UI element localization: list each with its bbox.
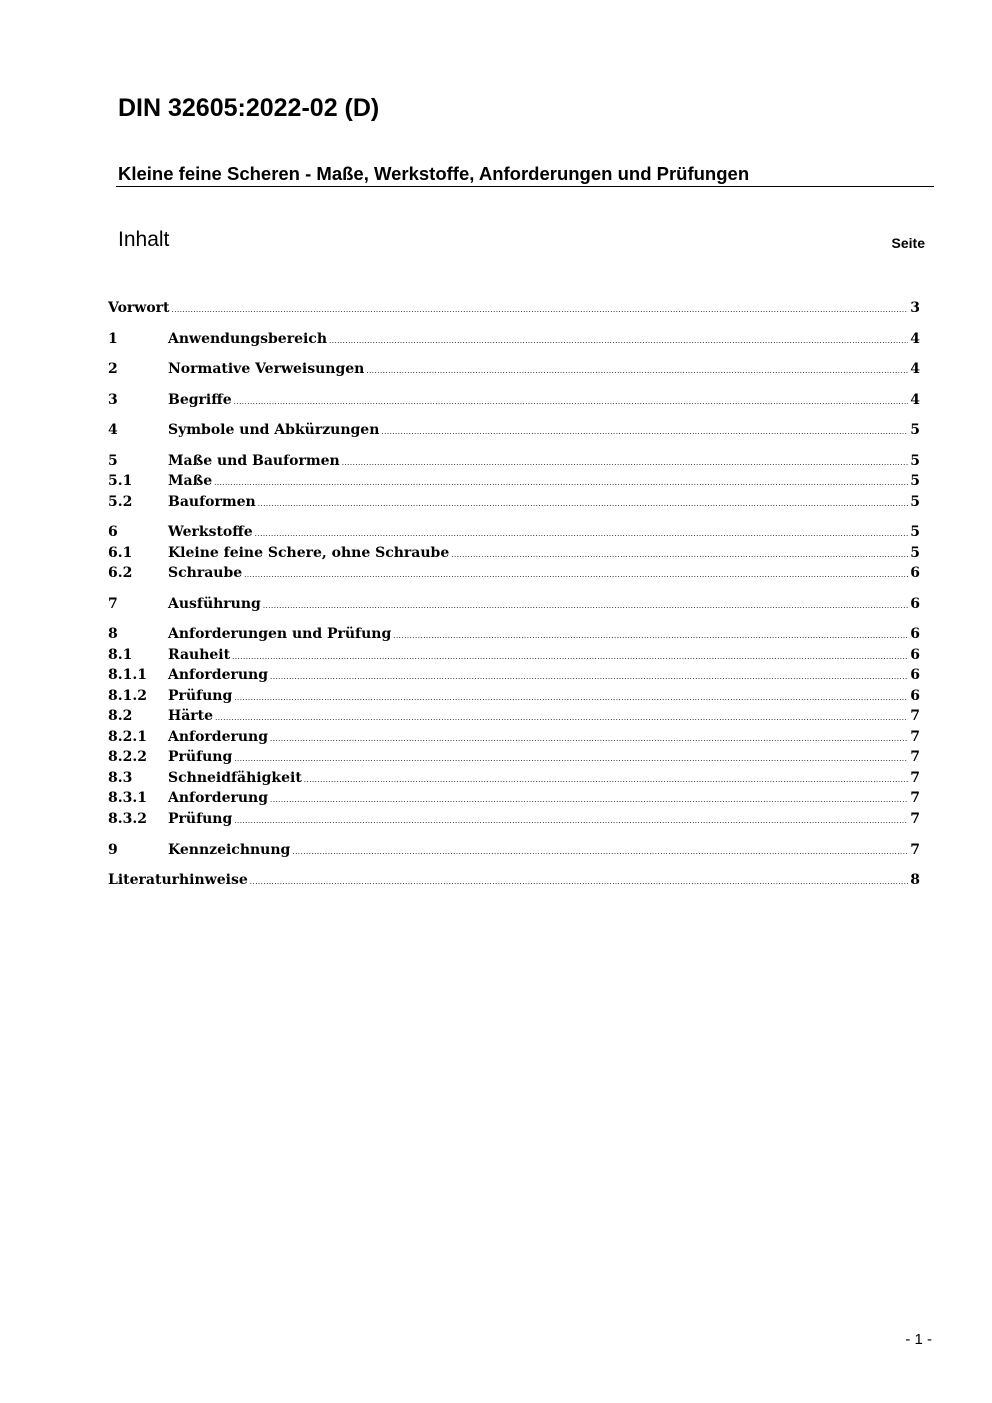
toc-dot-leader <box>292 842 908 862</box>
toc-entry-title: Schneidfähigkeit <box>168 770 302 786</box>
toc-entry-page: 5 <box>910 524 920 540</box>
toc-entry-page: 6 <box>910 688 920 704</box>
toc-entry-number: 8.3 <box>108 770 133 786</box>
toc-entry-title: Symbole und Abkürzungen <box>168 422 380 438</box>
toc-entry-number: 5.2 <box>108 494 133 510</box>
toc-entry-number: 8.2.2 <box>108 749 147 765</box>
toc-entry-page: 5 <box>910 494 920 510</box>
toc-entry-title: Bauformen <box>168 494 256 510</box>
toc-entry-title: Rauheit <box>168 647 231 663</box>
toc-entry[interactable] <box>108 727 920 747</box>
toc-dot-leader <box>250 872 909 892</box>
toc-entry-title: Literaturhinweise <box>108 872 248 888</box>
toc-entry[interactable] <box>108 870 920 890</box>
toc-dot-leader <box>451 545 908 565</box>
toc-entry-title: Werkstoffe <box>168 524 253 540</box>
toc-dot-leader <box>214 473 908 493</box>
toc-dot-leader <box>270 729 908 749</box>
toc-dot-leader <box>381 422 908 442</box>
toc-entry[interactable] <box>108 768 920 788</box>
toc-entry-page: 3 <box>910 300 920 316</box>
toc-entry-page: 5 <box>910 453 920 469</box>
toc-entry-title: Anforderungen und Prüfung <box>168 626 392 642</box>
toc-dot-leader <box>366 361 908 381</box>
toc-dot-leader <box>215 708 908 728</box>
toc-entry-number: 8.3.1 <box>108 790 147 806</box>
toc-entry-number: 8.1.1 <box>108 667 147 683</box>
toc-entry-title: Vorwort <box>108 300 170 316</box>
toc-entry-page: 4 <box>910 331 920 347</box>
toc-entry-title: Prüfung <box>168 811 233 827</box>
page-number: - 1 - <box>905 1331 932 1348</box>
toc-entry-number: 2 <box>108 361 118 377</box>
toc-entry-page: 4 <box>910 361 920 377</box>
toc-entry-number: 8.2 <box>108 708 133 724</box>
document-subtitle: Kleine feine Scheren - Maße, Werkstoffe, Anforderungen und Prüfungen <box>118 163 750 184</box>
toc-entry-title: Normative Verweisungen <box>168 361 365 377</box>
toc-entry-number: 3 <box>108 392 118 408</box>
toc-entry-page: 7 <box>910 811 920 827</box>
toc-dot-leader <box>234 392 909 412</box>
page-column-label: Seite <box>891 235 925 251</box>
toc-entry[interactable] <box>108 809 920 829</box>
toc-entry[interactable] <box>108 624 920 644</box>
toc-entry[interactable] <box>108 522 920 542</box>
toc-entry-page: 7 <box>910 790 920 806</box>
toc-entry-title: Anforderung <box>168 790 268 806</box>
toc-dot-leader <box>234 749 908 769</box>
toc-dot-leader <box>329 331 908 351</box>
toc-dot-leader <box>234 688 908 708</box>
toc-entry[interactable] <box>108 747 920 767</box>
toc-entry[interactable] <box>108 390 920 410</box>
toc-entry-number: 6.2 <box>108 565 133 581</box>
subtitle-divider <box>116 186 934 187</box>
toc-entry[interactable] <box>108 594 920 614</box>
toc-entry[interactable] <box>108 788 920 808</box>
toc-entry-page: 5 <box>910 422 920 438</box>
toc-entry-title: Schraube <box>168 565 243 581</box>
toc-entry-number: 8.3.2 <box>108 811 147 827</box>
toc-entry-number: 6.1 <box>108 545 133 561</box>
toc-entry-number: 5 <box>108 453 118 469</box>
toc-dot-leader <box>172 300 909 320</box>
toc-entry[interactable] <box>108 840 920 860</box>
toc-entry-title: Kennzeichnung <box>168 842 291 858</box>
toc-entry-page: 7 <box>910 842 920 858</box>
toc-entry[interactable] <box>108 645 920 665</box>
toc-entry[interactable] <box>108 329 920 349</box>
toc-entry-page: 4 <box>910 392 920 408</box>
toc-entry-title: Anwendungsbereich <box>168 331 327 347</box>
toc-entry[interactable] <box>108 451 920 471</box>
toc-entry-title: Anforderung <box>168 729 268 745</box>
toc-entry[interactable] <box>108 563 920 583</box>
toc-entry-number: 5.1 <box>108 473 133 489</box>
toc-entry-page: 6 <box>910 565 920 581</box>
toc-dot-leader <box>393 626 908 646</box>
toc-entry[interactable] <box>108 686 920 706</box>
toc-entry[interactable] <box>108 543 920 563</box>
toc-entry-title: Anforderung <box>168 667 268 683</box>
toc-entry-title: Kleine feine Schere, ohne Schraube <box>168 545 450 561</box>
toc-entry-number: 8.1 <box>108 647 133 663</box>
toc-entry-title: Maße <box>168 473 213 489</box>
toc-entry[interactable] <box>108 298 920 318</box>
toc-entry-number: 1 <box>108 331 118 347</box>
toc-heading: Inhalt <box>118 228 170 251</box>
toc-entry-title: Ausführung <box>168 596 261 612</box>
toc-dot-leader <box>258 494 909 514</box>
toc-dot-leader <box>263 596 908 616</box>
toc-entry-number: 9 <box>108 842 118 858</box>
toc-dot-leader <box>232 647 908 667</box>
toc-dot-leader <box>270 790 908 810</box>
toc-entry-page: 7 <box>910 708 920 724</box>
toc-entry-page: 6 <box>910 626 920 642</box>
toc-entry[interactable] <box>108 492 920 512</box>
toc-entry-number: 8.2.1 <box>108 729 147 745</box>
toc-entry-number: 7 <box>108 596 118 612</box>
toc-dot-leader <box>255 524 909 544</box>
toc-entry[interactable] <box>108 665 920 685</box>
toc-entry-page: 6 <box>910 667 920 683</box>
toc-entry[interactable] <box>108 706 920 726</box>
toc-dot-leader <box>270 667 908 687</box>
toc-entry-page: 8 <box>910 872 920 888</box>
toc-dot-leader <box>342 453 909 473</box>
toc-entry[interactable] <box>108 359 920 379</box>
toc-entry-page: 6 <box>910 596 920 612</box>
toc-dot-leader <box>304 770 908 790</box>
toc-dot-leader <box>244 565 908 585</box>
toc-dot-leader <box>234 811 908 831</box>
toc-entry-title: Begriffe <box>168 392 232 408</box>
document-title: DIN 32605:2022-02 (D) <box>118 94 380 122</box>
toc-entry-number: 6 <box>108 524 118 540</box>
toc-entry[interactable] <box>108 420 920 440</box>
toc-entry-page: 6 <box>910 647 920 663</box>
toc-entry-page: 7 <box>910 749 920 765</box>
toc-entry-title: Prüfung <box>168 688 233 704</box>
toc-entry-page: 5 <box>910 545 920 561</box>
toc-entry-number: 4 <box>108 422 118 438</box>
toc-entry-title: Härte <box>168 708 214 724</box>
toc-entry-number: 8.1.2 <box>108 688 147 704</box>
toc-entry-title: Prüfung <box>168 749 233 765</box>
toc-entry-page: 7 <box>910 770 920 786</box>
toc-entry-number: 8 <box>108 626 118 642</box>
toc-entry-page: 5 <box>910 473 920 489</box>
toc-entry[interactable] <box>108 471 920 491</box>
toc-entry-title: Maße und Bauformen <box>168 453 340 469</box>
toc-entry-page: 7 <box>910 729 920 745</box>
